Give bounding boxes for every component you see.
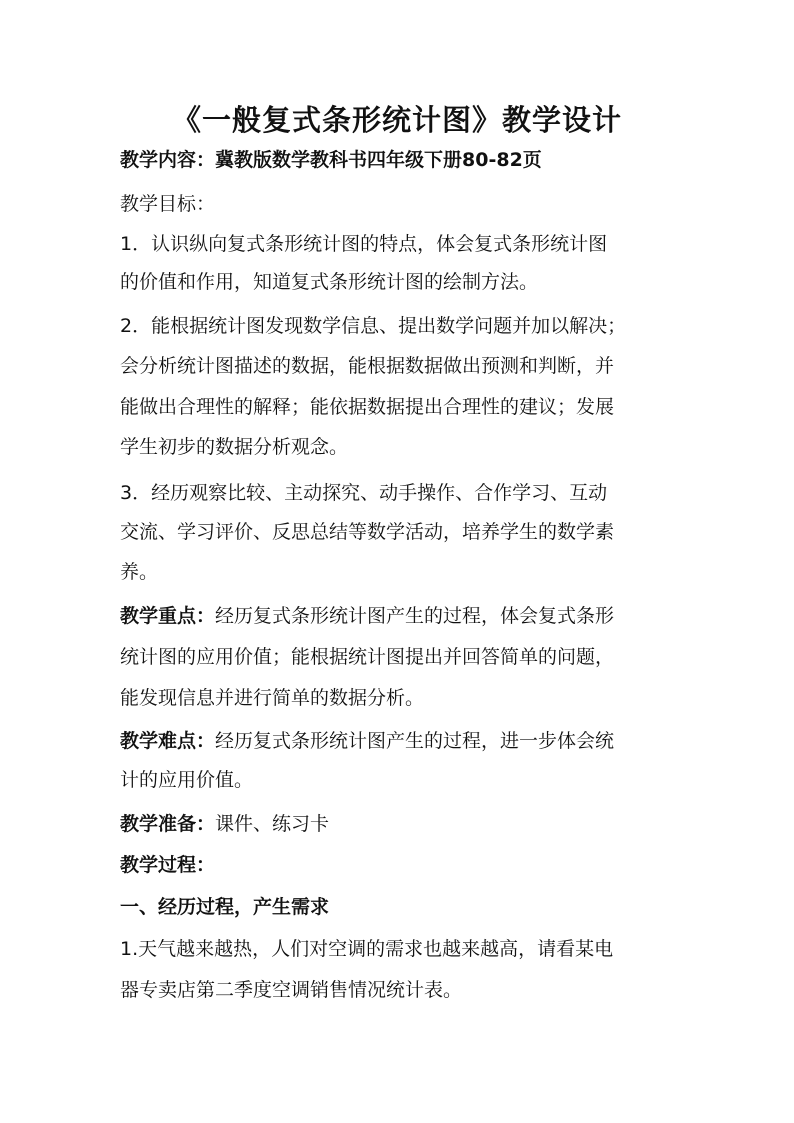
objective-1-line-2: 的价值和作用，知道复式条形统计图的绘制方法。	[120, 271, 539, 293]
key-point-line-2: 统计图的应用价值；能根据统计图提出并回答简单的问题，	[120, 646, 615, 668]
objective-2-line-3: 能做出合理性的解释；能依据数据提出合理性的建议；发展	[120, 396, 615, 418]
objective-2-line-1: 2．能根据统计图发现数学信息、提出数学问题并加以解决；	[120, 315, 627, 337]
difficulty-line-2: 计的应用价值。	[120, 769, 254, 791]
key-point-label: 教学重点：	[120, 605, 216, 627]
difficulty-text-1: 经历复式条形统计图产生的过程，进一步体会统	[215, 730, 615, 752]
paragraph-1-line-2: 器专卖店第二季度空调销售情况统计表。	[120, 979, 463, 1001]
preparation-label: 教学准备：	[120, 813, 216, 835]
key-point-line-3: 能发现信息并进行简单的数据分析。	[120, 687, 425, 709]
difficulty-label: 教学难点：	[120, 730, 216, 752]
preparation-text: 课件、练习卡	[215, 813, 330, 835]
objective-3-line-1: 3．经历观察比较、主动探究、动手操作、合作学习、互动	[120, 482, 608, 504]
objective-3-line-2: 交流、学习评价、反思总结等数学活动，培养学生的数学素	[120, 521, 615, 543]
teaching-content-text: 冀教版数学教科书四年级下册80-82页	[215, 149, 542, 171]
objective-3-line-3: 养。	[120, 561, 159, 583]
section-1-heading: 一、经历过程，产生需求	[120, 896, 330, 918]
document-title: 《一般复式条形统计图》教学设计	[171, 103, 622, 137]
preparation-line	[120, 812, 680, 836]
paragraph-1-line-1: 1.天气越来越热，人们对空调的需求也越来越高，请看某电	[120, 938, 614, 960]
key-point-text-1: 经历复式条形统计图产生的过程，体会复式条形	[215, 605, 615, 627]
objective-1-line-1: 1．认识纵向复式条形统计图的特点，体会复式条形统计图	[120, 233, 608, 255]
objective-2-line-2: 会分析统计图描述的数据，能根据数据做出预测和判断，并	[120, 355, 615, 377]
teaching-objectives-label: 教学目标：	[120, 193, 216, 215]
teaching-content-label: 教学内容：	[120, 149, 216, 171]
objective-2-line-4: 学生初步的数据分析观念。	[120, 436, 349, 458]
teaching-content-line	[120, 148, 680, 172]
key-point-line-1	[120, 604, 680, 628]
difficulty-line-1	[120, 729, 680, 753]
teaching-process-label: 教学过程：	[120, 854, 216, 876]
